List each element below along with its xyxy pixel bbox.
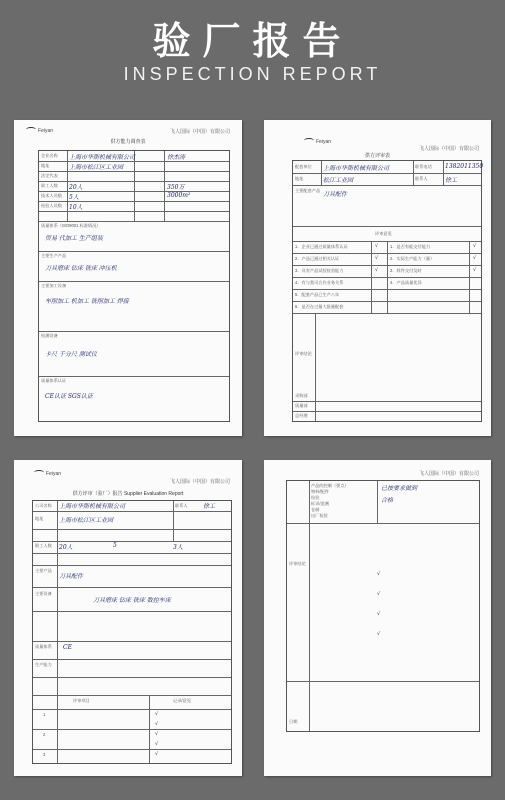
check-mark: √ bbox=[375, 255, 379, 261]
label-conclusion: 评审结论 bbox=[289, 561, 306, 566]
label-employees: 职工人数 bbox=[35, 543, 52, 548]
document-evaluation-report bbox=[14, 460, 242, 776]
label-address: 地址 bbox=[295, 176, 304, 181]
check-mark: √ bbox=[473, 267, 477, 273]
label-purchasing: 采购部 bbox=[295, 393, 308, 398]
handwritten-address: 上海市松江区工业园 bbox=[69, 164, 124, 171]
company-name: 飞人国际（中国）有限公司 bbox=[169, 479, 230, 485]
label-review-opinion: 评审意见 bbox=[375, 231, 392, 236]
feiyan-logo: Feiyan bbox=[34, 470, 61, 477]
label-address: 地址 bbox=[41, 163, 50, 168]
review-item-9: 3．样件交付及时 bbox=[390, 268, 422, 273]
document-capability-survey bbox=[14, 120, 242, 436]
company-name: 飞人国际（中国）有限公司 bbox=[418, 146, 479, 152]
handwritten-contact: 徐工 bbox=[203, 503, 216, 510]
handwritten-equipment: 刀具磨床 钻床 铣床 数控车床 bbox=[93, 597, 171, 604]
check-mark: √ bbox=[473, 255, 477, 261]
handwritten-capital: 350万 bbox=[167, 184, 185, 191]
label-main-equipment: 主要加工设备 bbox=[41, 283, 67, 288]
handwritten-inspectors: 3人 bbox=[173, 544, 183, 551]
handwritten-products: 刀具配件 bbox=[323, 191, 348, 198]
label-review-items: 评审项目 bbox=[73, 698, 90, 703]
label-quality-system: 质量体系 bbox=[35, 644, 52, 649]
review-item-4: 4．有与我司合作业务关系 bbox=[295, 280, 344, 285]
page-header bbox=[0, 0, 505, 100]
handwritten-company: 上海市华斯机械有限公司 bbox=[59, 503, 126, 510]
label-records: 记录/意见 bbox=[173, 698, 191, 703]
document-supplier-review bbox=[264, 120, 491, 436]
handwritten-address: 松江工业园 bbox=[323, 177, 354, 184]
handwritten-products: 刀具配件 bbox=[59, 573, 84, 580]
check-mark: √ bbox=[375, 243, 379, 249]
label-quality-dept: 质量部 bbox=[295, 403, 308, 408]
label-inspectors: 检验人员数 bbox=[41, 203, 62, 208]
review-item-8: 2．实际生产能力（量） bbox=[390, 256, 435, 261]
review-item-10: 4．产品质量优异 bbox=[390, 280, 422, 285]
check-mark: √ bbox=[377, 631, 381, 637]
label-contact: 联系人 bbox=[415, 176, 428, 181]
company-name: 飞人国际（中国）有限公司 bbox=[418, 471, 479, 477]
handwritten-employees: 20人 bbox=[59, 544, 73, 551]
label-company: 企业名称 bbox=[41, 153, 58, 158]
label-contact: 联系人 bbox=[175, 503, 188, 508]
form-title: 供方评审表 bbox=[364, 153, 390, 159]
handwritten-contact: 徐工 bbox=[445, 177, 458, 184]
review-item-2: 2．产品已通过相关认证 bbox=[295, 256, 340, 261]
label-traceability: 标识/追溯 bbox=[311, 501, 329, 506]
handwritten-control-note: 已按要求做到 bbox=[381, 485, 418, 492]
handwritten-company: 上海市华斯机械有限公司 bbox=[69, 154, 136, 161]
document-evaluation-report-page-2 bbox=[264, 460, 491, 776]
handwritten-supplier: 上海市华斯机械有限公司 bbox=[323, 165, 390, 172]
label-item-3: 3 bbox=[43, 752, 46, 757]
form-title: 供方评审（验厂）报告 Supplier Evaluation Report bbox=[72, 491, 184, 497]
label-capacity: 生产能力 bbox=[35, 662, 52, 667]
label-inspection: 检验 bbox=[311, 495, 320, 500]
handwritten-phone: 1382011350 bbox=[445, 163, 484, 170]
check-mark: √ bbox=[155, 731, 159, 737]
handwritten-cert: CE bbox=[63, 644, 72, 651]
label-item-1: 1 bbox=[43, 712, 46, 717]
check-mark: √ bbox=[155, 711, 159, 717]
label-quality-system: 质量体系（ISO9001 标准情况） bbox=[41, 223, 101, 228]
handwritten-tech: 5 bbox=[113, 542, 117, 549]
handwritten-certification: CE认证 SGS认证 bbox=[45, 393, 93, 400]
check-mark: √ bbox=[377, 591, 381, 597]
review-item-3: 3．具有产品试验检验能力 bbox=[295, 268, 344, 273]
label-main-products: 主要配套产品 bbox=[295, 188, 321, 193]
review-item-5: 5．配套产品已生产八年 bbox=[295, 292, 340, 297]
handwritten-area: 3000m² bbox=[167, 192, 191, 199]
form-title: 供方能力调查表 bbox=[110, 139, 146, 145]
handwritten-equipment: 车削加工 机加工 铣削加工 焊接 bbox=[45, 298, 129, 305]
label-product-control: 产品的控制（要点） bbox=[311, 483, 349, 488]
company-name: 飞人国际（中国）有限公司 bbox=[169, 129, 230, 135]
label-test-equipment: 检测设备 bbox=[41, 333, 58, 338]
page-subtitle: INSPECTION REPORT bbox=[123, 64, 382, 84]
handwritten-contact: 徐杰涛 bbox=[167, 154, 186, 161]
handwritten-tech: 5人 bbox=[69, 194, 79, 201]
handwritten-qualified: 合格 bbox=[381, 497, 394, 504]
label-company: 公司名称 bbox=[35, 503, 52, 508]
handwritten-products: 刀具磨床 钻床 铣床 冲压机 bbox=[45, 265, 117, 272]
review-item-1: 1．企业已通过质量体系认证 bbox=[295, 244, 348, 249]
label-final-inspection: 出厂检验 bbox=[311, 513, 328, 518]
label-tech-staff: 技术人员数 bbox=[41, 193, 62, 198]
label-storage: 仓储 bbox=[311, 507, 320, 512]
label-main-equipment: 主要设备 bbox=[35, 591, 52, 596]
check-mark: √ bbox=[375, 267, 379, 273]
handwritten-address: 上海市松江区工业园 bbox=[59, 517, 114, 524]
handwritten-scope: 贸易 代加工 生产组装 bbox=[45, 235, 103, 242]
label-employees: 职工人数 bbox=[41, 183, 58, 188]
label-materials: 物料/配件 bbox=[311, 489, 329, 494]
label-conclusion: 评审结论 bbox=[295, 351, 312, 356]
review-item-6: 6．是否在过量大批量配套 bbox=[295, 304, 344, 309]
label-certification: 质量体系认证 bbox=[41, 378, 67, 383]
label-main-products: 主要产品 bbox=[35, 568, 52, 573]
feiyan-logo: Feiyan bbox=[26, 127, 53, 134]
check-mark: √ bbox=[155, 741, 159, 747]
check-mark: √ bbox=[377, 571, 381, 577]
review-item-7: 1．是否有能交付能力 bbox=[390, 244, 431, 249]
handwritten-test-equipment: 卡尺 千分尺 测试仪 bbox=[45, 351, 97, 358]
feiyan-logo: Feiyan bbox=[304, 138, 331, 145]
label-item-2: 2 bbox=[43, 732, 46, 737]
label-address: 地址 bbox=[35, 516, 44, 521]
handwritten-employees: 20人 bbox=[69, 184, 83, 191]
label-general-manager: 总经理 bbox=[295, 413, 308, 418]
check-mark: √ bbox=[377, 611, 381, 617]
page-title: 验厂报告 bbox=[152, 19, 353, 63]
handwritten-inspectors: 10人 bbox=[69, 204, 83, 211]
label-date: 日期 bbox=[289, 719, 298, 724]
label-main-products: 主要生产产品 bbox=[41, 253, 67, 258]
label-supplier: 配套单位 bbox=[295, 164, 312, 169]
label-legal-rep: 法定代表 bbox=[41, 173, 58, 178]
label-phone: 联系电话 bbox=[415, 164, 432, 169]
check-mark: √ bbox=[155, 721, 159, 727]
check-mark: √ bbox=[155, 751, 159, 757]
check-mark: √ bbox=[473, 243, 477, 249]
